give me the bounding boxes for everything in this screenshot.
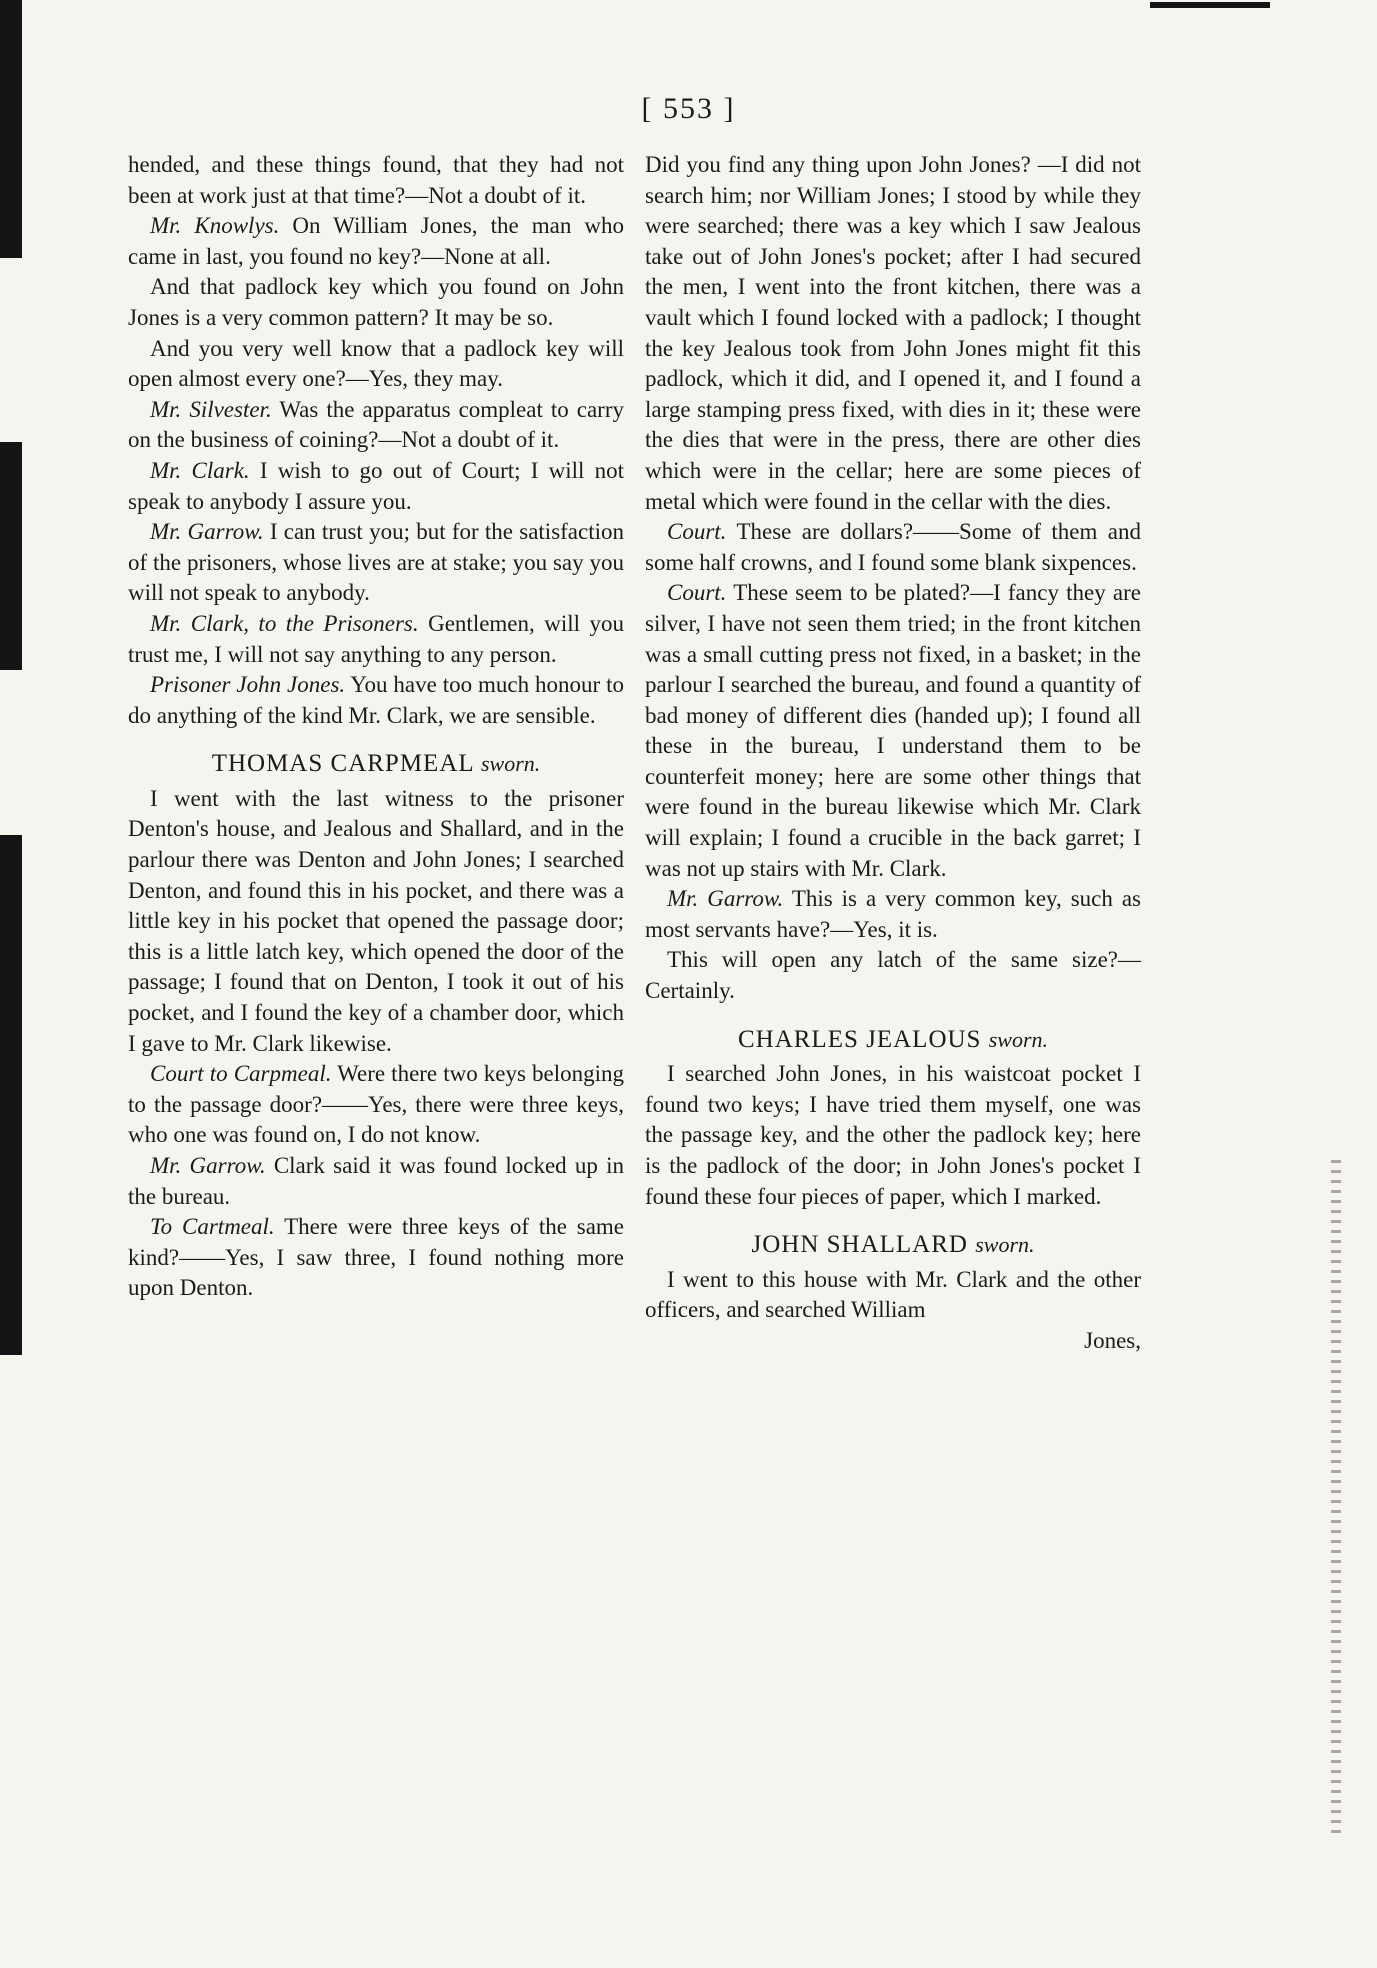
speaker-label: Mr. Clark.	[150, 457, 250, 483]
speaker-label: Mr. Garrow.	[667, 886, 784, 912]
speaker-label: Mr. Clark, to the Prisoners.	[150, 610, 419, 636]
testimony-text: This will open any latch of the same size?—Certainly.	[645, 947, 1141, 1004]
testimony-paragraph	[128, 395, 624, 456]
right-column	[645, 150, 1141, 1357]
testimony-paragraph	[128, 609, 624, 670]
sworn-label: sworn.	[480, 751, 541, 777]
testimony-text: Were there two keys belonging to the passage door?——Yes, there were three keys, who one was found on, I do not know.	[128, 1061, 625, 1148]
testimony-paragraph	[645, 578, 1141, 884]
testimony-paragraph	[645, 884, 1141, 945]
scan-edge-bar-bottom	[0, 835, 22, 1355]
testimony-paragraph	[128, 670, 624, 731]
speaker-label: Mr. Silvester.	[150, 396, 272, 422]
testimony-paragraph	[645, 1265, 1141, 1326]
scan-edge-bar-middle	[0, 442, 22, 670]
testimony-paragraph	[645, 517, 1141, 578]
witness-name: THOMAS CARPMEAL	[211, 750, 474, 778]
catchword: Jones,	[1084, 1327, 1141, 1353]
witness-heading	[645, 1230, 1141, 1261]
witness-name: JOHN SHALLARD	[751, 1231, 968, 1259]
testimony-paragraph	[645, 945, 1141, 1006]
testimony-text: These seem to be plated?—I fancy they are silver, I have not seen them tried; in the front kitchen was a small cutting press not fixed, in a basket; in the parlour I searched the bureau, and found a quantity of bad money of different dies (handed up); I found all these in the bureau, I understand them to be counterfeit money; here are some other things that were found in the bureau likewise which Mr. Clark will explain; I found a crucible in the back garret; I was not up stairs with Mr. Clark.	[645, 580, 1141, 881]
speaker-label: Court to Carpmeal.	[150, 1061, 332, 1087]
sworn-label: sworn.	[975, 1232, 1035, 1258]
testimony-paragraph	[128, 517, 624, 609]
testimony-text: There were three keys of the same kind?——Yes, I saw three, I found nothing more upon Denton.	[128, 1214, 624, 1301]
testimony-text: These are dollars?——Some of them and some half crowns, and I found some blank sixpences.	[645, 519, 1142, 575]
testimony-text: I can trust you; but for the satisfaction of the prisoners, whose lives are at stake; you say you will not speak to anybody.	[128, 519, 624, 606]
testimony-paragraph	[128, 1151, 624, 1212]
testimony-text: I searched John Jones, in his waistcoat pocket I found two keys; I have tried them myself, one was the passage key, and the other the padlock key; here is the padlock of the door; in John Jones's pocket I found these four pieces of paper, which I marked.	[645, 1061, 1141, 1209]
scan-edge-bar-top	[0, 0, 22, 258]
scan-edge-noise	[1331, 1160, 1341, 1840]
testimony-text: I wish to go out of Court; I will not speak to anybody I assure you.	[128, 457, 624, 514]
testimony-paragraph	[128, 272, 624, 333]
testimony-text: hended, and these things found, that they had not been at work just at that time?—Not a doubt of it.	[128, 152, 624, 208]
speaker-label: Mr. Knowlys.	[150, 213, 280, 239]
testimony-text: I went with the last witness to the prisoner Denton's house, and Jealous and Shallard, and in the parlour there was Denton and John Jones; I searched Denton, and found this in his pocket, and there was a little key in his pocket that opened the passage door; this is a little latch key, which opened the door of the passage; I found that on Denton, I took it out of his pocket, and I found the key of a chamber door, which I gave to Mr. Clark likewise.	[128, 785, 624, 1056]
testimony-text: Was the apparatus compleat to carry on the business of coining?—Not a doubt of it.	[128, 396, 624, 453]
testimony-paragraph	[128, 150, 624, 211]
testimony-text: I went to this house with Mr. Clark and the other officers, and searched William	[645, 1266, 1141, 1323]
testimony-paragraph	[645, 1059, 1141, 1212]
speaker-label: Court.	[667, 519, 727, 545]
witness-name: CHARLES JEALOUS	[737, 1025, 982, 1053]
testimony-text: On William Jones, the man who came in last, you found no key?—None at all.	[128, 213, 625, 269]
testimony-text: You have too much honour to do anything of the kind Mr. Clark, we are sensible.	[128, 672, 624, 728]
speaker-label: Court.	[667, 580, 727, 606]
speaker-label: Mr. Garrow.	[150, 1153, 266, 1178]
testimony-paragraph	[128, 334, 624, 395]
page-number: [ 553 ]	[641, 92, 736, 125]
left-column	[128, 150, 624, 1304]
testimony-paragraph	[128, 784, 624, 1059]
sworn-label: sworn.	[988, 1026, 1049, 1052]
testimony-paragraph	[645, 150, 1141, 517]
speaker-label: Prisoner John Jones.	[150, 672, 346, 698]
testimony-paragraph	[128, 1212, 624, 1304]
testimony-text: This is a very common key, such as most servants have?—Yes, it is.	[645, 886, 1141, 942]
testimony-paragraph	[128, 456, 624, 517]
witness-heading	[128, 749, 624, 780]
testimony-text: Clark said it was found locked up in the bureau.	[128, 1153, 624, 1209]
testimony-text: Did you find any thing upon John Jones? —I did not search him; nor William Jones; I stood by while they were searched; there was a key which I saw Jealous take out of John Jones's pocket; after I had secured the men, I went into the front kitchen, there was a vault which I found locked with a padlock; I thought the key Jealous took from John Jones might fit this padlock, which it did, and I opened it, and I found a large stamping press fixed, with dies in it; these were the dies that were in the press, there are other dies which were in the cellar; here are some pieces of metal which were found in the cellar with the dies.	[645, 152, 1141, 514]
testimony-text: Gentlemen, will you trust me, I will not say anything to any person.	[128, 610, 625, 667]
testimony-paragraph	[128, 211, 624, 272]
testimony-paragraph	[128, 1059, 624, 1151]
scan-top-mark	[1150, 2, 1270, 8]
testimony-text: And that padlock key which you found on John Jones is a very common pattern? It may be so.	[128, 274, 624, 330]
witness-heading	[645, 1025, 1141, 1056]
speaker-label: To Cartmeal.	[150, 1214, 275, 1240]
speaker-label: Mr. Garrow.	[150, 519, 264, 545]
testimony-text: And you very well know that a padlock key will open almost every one?—Yes, they may.	[128, 335, 624, 392]
